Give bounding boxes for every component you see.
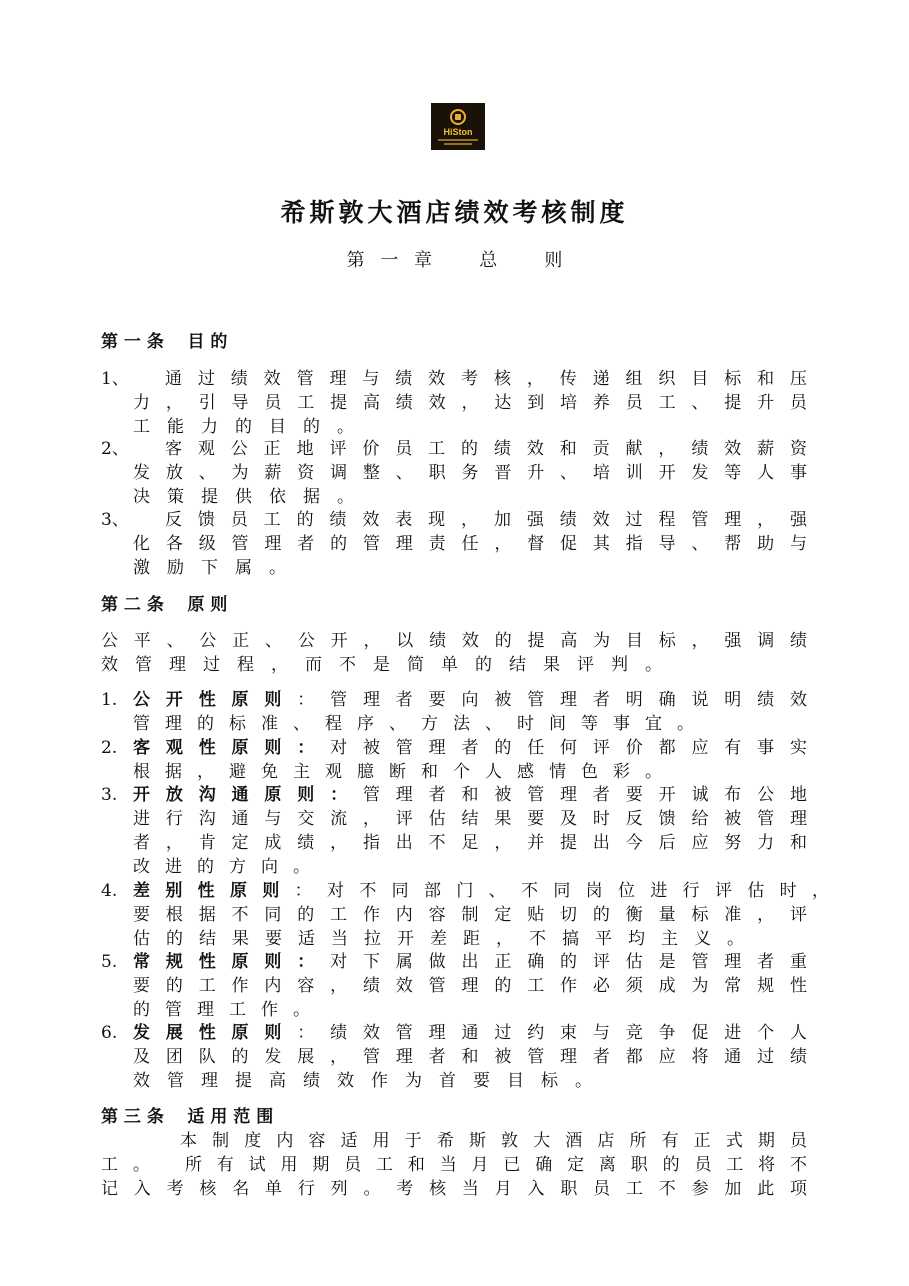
item-line: 通过绩效管理与绩效考核，传递组织目标和压	[165, 369, 807, 389]
logo-subtext	[438, 139, 478, 141]
principle-name: 开放沟通原则：	[133, 785, 363, 805]
article-2-heading: 第 二 条 原 则	[101, 595, 228, 615]
item-number: 2、	[101, 439, 129, 459]
item-line: 的管理工作。	[133, 1000, 325, 1020]
principle-4	[101, 880, 829, 902]
scope-line: 工。 所有试用期员工和当月已确定离职的员工将不	[101, 1155, 807, 1175]
item-number: 3.	[101, 785, 118, 805]
item-line: 估的结果要适当拉开差距，不搞平均主义。	[133, 929, 760, 949]
item-line: 要的工作内容，绩效管理的工作必须成为常规性	[133, 976, 807, 996]
principle-name: 发展性原则	[133, 1023, 298, 1043]
principle-3	[101, 784, 807, 806]
item-line: 要根据不同的工作内容制定贴切的衡量标准，评	[133, 905, 807, 925]
document-title: 希斯敦大酒店绩效考核制度	[280, 198, 629, 227]
principle-name: 客观性原则：	[133, 738, 331, 758]
principle-6	[101, 1022, 807, 1044]
item-line: 管理者和被管理者要开诚布公地	[362, 785, 808, 805]
logo-brand: HiSton	[443, 126, 473, 137]
item-number: 3、	[101, 510, 129, 530]
item-line: 对下属做出正确的评估是管理者重	[330, 952, 808, 972]
item-number: 1、	[101, 369, 129, 389]
principle-1	[101, 689, 807, 711]
item-line: 化各级管理者的管理责任，督促其指导、帮助与	[133, 534, 807, 554]
item-number: 5.	[101, 952, 118, 972]
item-line: ：绩效管理通过约束与竞争促进个人	[297, 1023, 807, 1043]
logo-subtext-2	[444, 143, 472, 145]
item-line: 者，肯定成绩，指出不足，并提出今后应努力和	[133, 833, 807, 853]
item-line: 改进的方向。	[133, 857, 325, 877]
item-number: 2.	[101, 738, 118, 758]
principle-name: 差别性原则	[133, 881, 295, 901]
item-line: 客观公正地评价员工的绩效和贡献，绩效薪资	[165, 439, 807, 459]
chapter-heading: 第 一 章 总 则	[346, 250, 563, 271]
principle-name: 常规性原则：	[133, 952, 331, 972]
item-line: 效管理提高绩效作为首要目标。	[133, 1071, 609, 1091]
item-line: 对被管理者的任何评价都应有事实	[330, 738, 808, 758]
item-line: 力，引导员工提高绩效，达到培养员工、提升员	[133, 393, 807, 413]
item-line: 反馈员工的绩效表现，加强绩效过程管理，强	[165, 510, 807, 530]
item-line: ：管理者要向被管理者明确说明绩效	[297, 690, 807, 710]
principle-intro-line: 效管理过程，而不是简单的结果评判。	[101, 655, 679, 675]
item-line: 管理的标准、程序、方法、时间等事宜。	[133, 714, 709, 734]
scope-line: 记入考核名单行列。考核当月入职员工不参加此项	[101, 1179, 807, 1199]
principle-name: 公开性原则	[133, 690, 298, 710]
hotel-logo	[431, 103, 485, 150]
art1-item-1	[101, 368, 807, 390]
item-line: 根据，避免主观臆断和个人感情色彩。	[133, 762, 677, 782]
principle-5	[101, 951, 807, 973]
principle-intro-line: 公平、公正、公开，以绩效的提高为目标，强调绩	[101, 631, 807, 651]
item-number: 6.	[101, 1023, 118, 1043]
principle-2	[101, 737, 807, 759]
article-3-heading: 第 三 条 适 用 范 围	[101, 1107, 274, 1127]
item-number: 1.	[101, 690, 118, 710]
item-line: 决策提供依据。	[133, 487, 371, 507]
scope-line: 本制度内容适用于希斯敦大酒店所有正式期员	[180, 1131, 807, 1151]
item-line: ：对不同部门、不同岗位进行评估时，	[294, 881, 830, 901]
article-1-heading: 第 一 条 目 的	[101, 332, 228, 352]
item-line: 及团队的发展，管理者和被管理者都应将通过绩	[133, 1047, 807, 1067]
item-line: 进行沟通与交流，评估结果要及时反馈给被管理	[133, 809, 807, 829]
art1-item-2	[101, 438, 807, 460]
item-line: 发放、为薪资调整、职务晋升、培训开发等人事	[133, 463, 807, 483]
item-line: 工能力的目的。	[133, 417, 371, 437]
art1-item-3	[101, 509, 807, 531]
logo-emblem-icon	[450, 109, 466, 125]
item-number: 4.	[101, 881, 118, 901]
item-line: 激励下属。	[133, 558, 303, 578]
